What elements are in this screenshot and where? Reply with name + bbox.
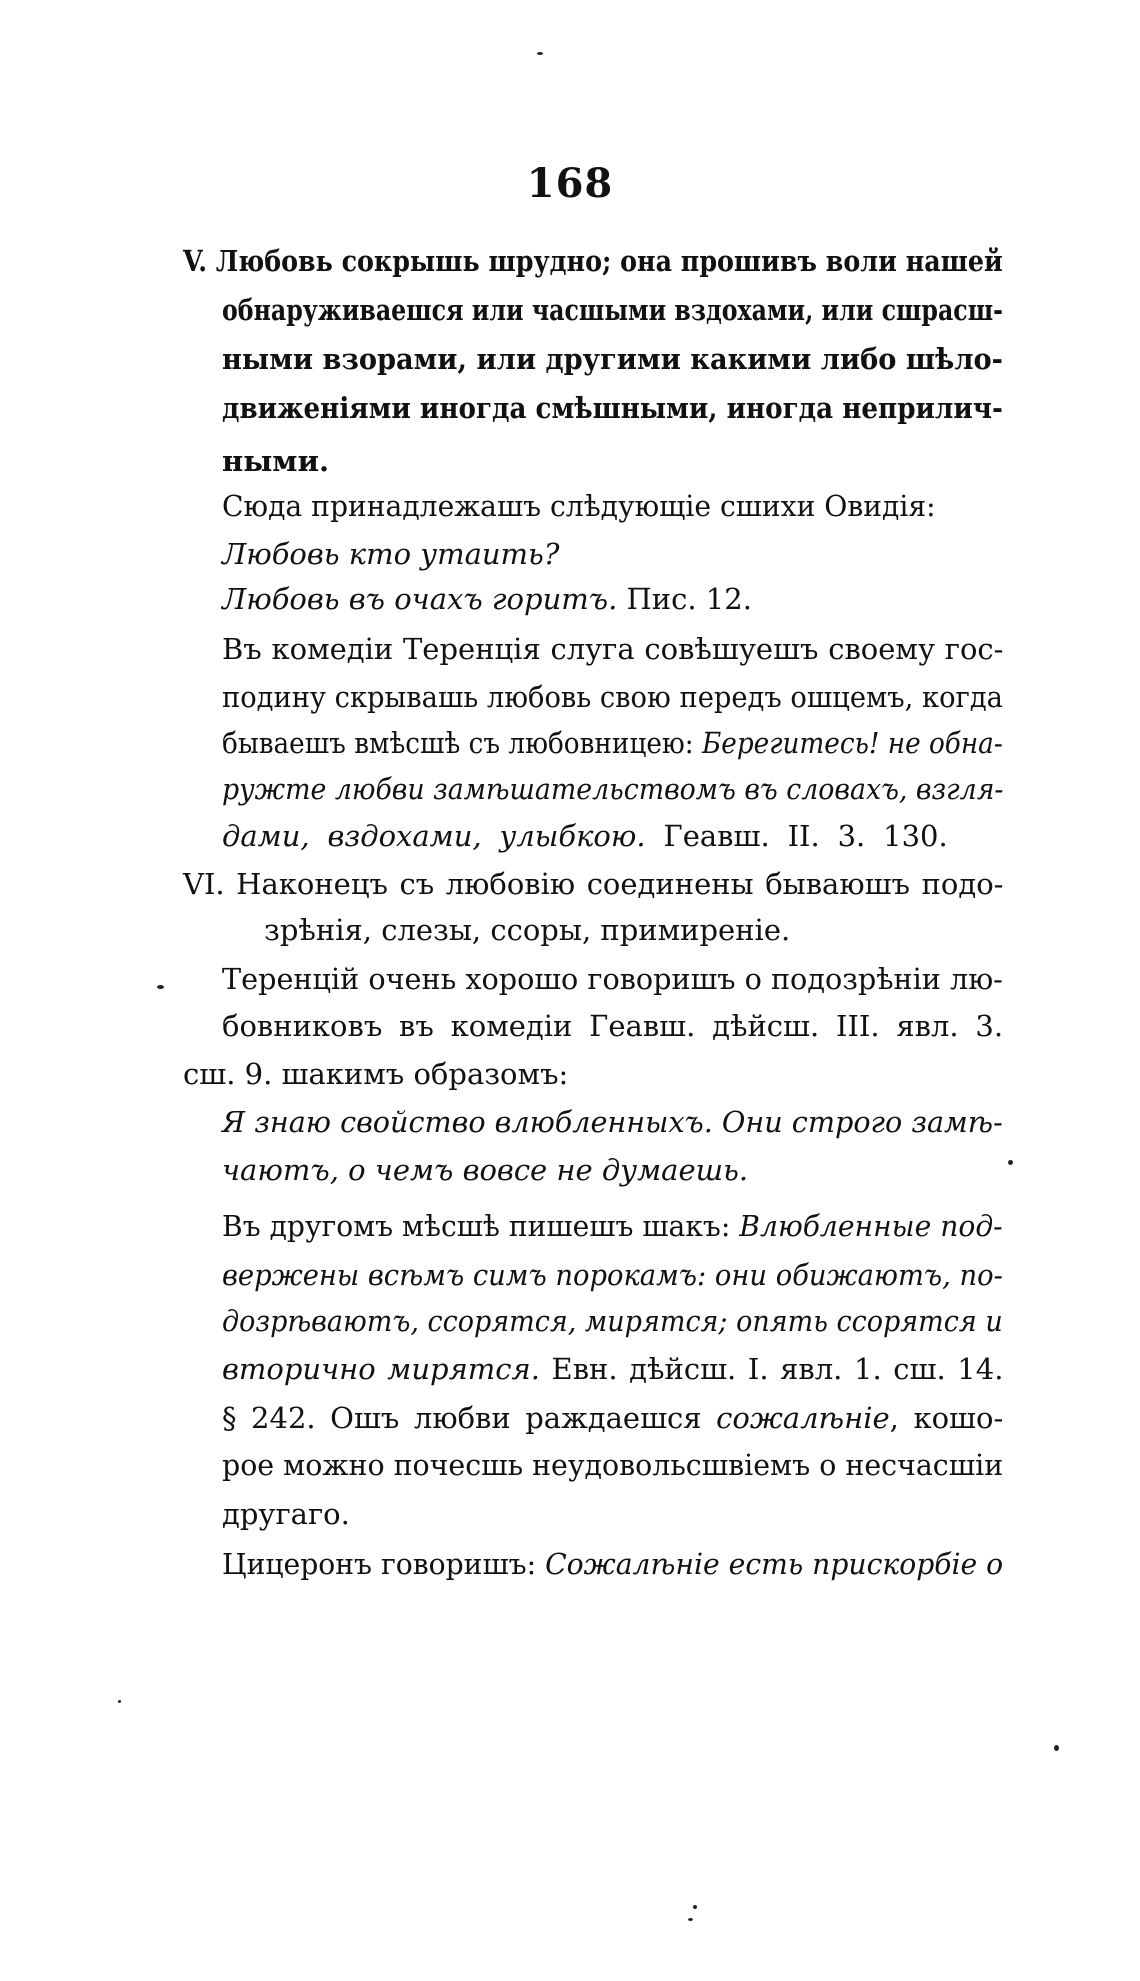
text-line <box>222 1497 350 1531</box>
text-segment: сш. 9. шакимъ образомъ: <box>183 1057 569 1091</box>
text-line <box>264 913 791 947</box>
italic-text: дозрѣваютъ, ссорятся, мирятся; опять ссорятся и <box>222 1304 1003 1338</box>
text-segment: , кошо- <box>889 1401 1004 1435</box>
text-segment: Сюда принадлежашъ слѣдующіе сшихи Овидія: <box>222 489 936 523</box>
text-line <box>222 293 1003 327</box>
text-segment: другаго. <box>222 1497 350 1531</box>
italic-text: сожалѣніе <box>716 1401 890 1435</box>
text-segment: VI. Наконецъ съ любовію соединены бываюшъ подо- <box>183 867 1004 901</box>
text-segment: Пис. 12. <box>617 582 752 616</box>
text-segment: Геавш. II. 3. 130. <box>645 819 948 853</box>
text-line <box>222 819 948 853</box>
italic-text: ружте любви замѣшательствомъ въ словахъ, взгля- <box>222 772 1004 806</box>
text-line <box>222 1448 1004 1482</box>
text-segment: бываешъ вмѣсшѣ съ любовницею: <box>222 726 702 760</box>
margin-speck <box>157 985 164 989</box>
text-line <box>222 772 1004 806</box>
text-line <box>222 1547 1004 1581</box>
text-line <box>222 444 330 478</box>
text-line <box>222 582 752 616</box>
italic-text: Влюбленные под- <box>739 1209 1003 1243</box>
margin-speck <box>537 52 543 55</box>
text-segment: Въ другомъ мѣсшѣ пишешъ шакъ: <box>222 1209 740 1243</box>
text-line <box>222 1304 1003 1338</box>
text-line <box>222 1209 1003 1243</box>
text-line <box>222 342 1003 376</box>
text-segment: V. Любовь сокрышь шрудно; она прошивъ воли нашей <box>183 244 1003 278</box>
text-segment: § 242. Ошъ любви раждаешся <box>222 1401 717 1435</box>
italic-text: вержены всѣмъ симъ порокамъ: они обижаютъ, по- <box>222 1258 1003 1292</box>
text-segment: зрѣнія, слезы, ссоры, примиреніе. <box>264 913 791 947</box>
italic-text: чаютъ, о чемъ вовсе не думаешь. <box>222 1153 749 1187</box>
margin-speck <box>688 1918 693 1921</box>
text-segment: Теренцій очень хорошо говоришъ о подозрѣніи лю- <box>222 962 1003 996</box>
italic-text: Любовь кто утаить? <box>222 537 560 571</box>
text-line <box>222 962 1003 996</box>
margin-speck <box>693 1905 697 1909</box>
text-line <box>222 1258 1003 1292</box>
margin-speck <box>1054 1745 1059 1751</box>
text-line <box>222 1009 1004 1043</box>
text-segment: движеніями иногда смѣшными, иногда неприлич- <box>222 391 1003 425</box>
text-segment: Въ комедіи Теренція слуга совѣшуешъ своему гос- <box>222 632 1004 666</box>
text-line <box>222 1105 1003 1139</box>
text-line <box>183 1057 569 1091</box>
italic-text: Сожалѣніе есть прискорбіе о <box>545 1547 1004 1581</box>
italic-text: дами, вздохами, улыбкою. <box>222 819 646 853</box>
text-segment: подину скрывашь любовь свою передъ ошцемъ, когда <box>222 680 1003 714</box>
italic-text: Берегитесь! не обна- <box>701 726 1003 760</box>
text-line <box>222 632 1004 666</box>
text-segment: Цицеронъ говоришъ: <box>222 1547 546 1581</box>
text-segment: обнаруживаешся или часшыми вздохами, или сшрасш- <box>222 293 1003 327</box>
italic-text: Любовь въ очахъ горитъ. <box>222 582 618 616</box>
margin-speck <box>1008 1160 1013 1165</box>
text-line <box>222 537 560 571</box>
margin-speck <box>118 1700 121 1703</box>
italic-text: Я знаю свойство влюбленныхъ. Они строго замѣ- <box>222 1105 1003 1139</box>
text-line <box>222 680 1003 714</box>
text-segment: рое можно почесшь неудовольсшвіемъ о несчасшіи <box>222 1448 1004 1482</box>
text-line <box>222 1401 1004 1435</box>
text-line <box>183 244 1003 278</box>
text-line <box>222 1352 1004 1386</box>
italic-text: вторично мирятся. <box>222 1352 540 1386</box>
page-number: 168 <box>526 160 614 207</box>
text-line <box>222 391 1003 425</box>
text-line <box>222 1153 749 1187</box>
text-line <box>222 489 936 523</box>
text-segment: Евн. дѣйсш. I. явл. 1. сш. 14. <box>539 1352 1004 1386</box>
text-line <box>183 867 1004 901</box>
text-segment: ными. <box>222 444 330 478</box>
text-segment: ными взорами, или другими какими либо шѣло- <box>222 342 1003 376</box>
text-line <box>222 726 1003 760</box>
text-segment: бовниковъ въ комедіи Геавш. дѣйсш. III. явл. 3. <box>222 1009 1004 1043</box>
